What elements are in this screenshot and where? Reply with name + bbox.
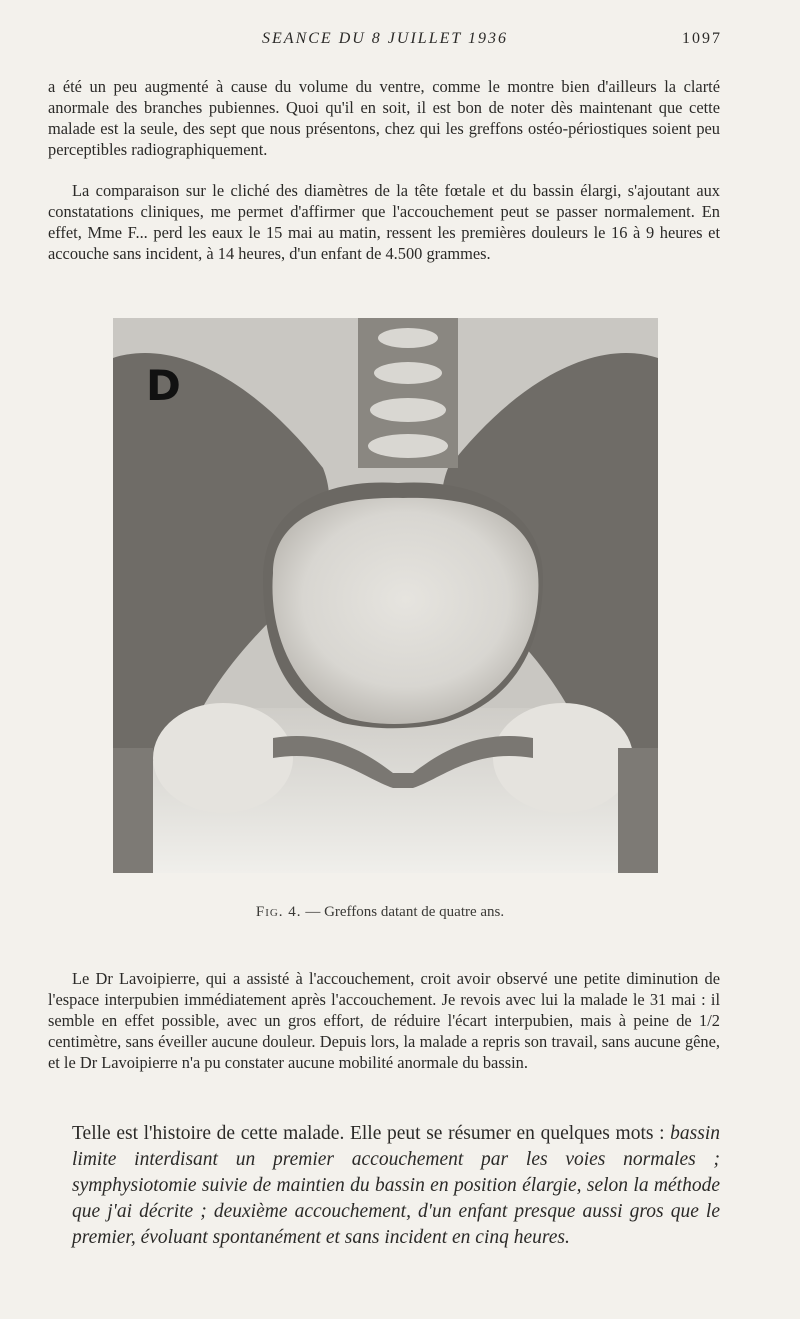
running-title: SEANCE DU 8 JUILLET 1936 bbox=[262, 30, 508, 47]
pelvis-xray-figure bbox=[113, 318, 658, 873]
figure-caption-label: Fig. 4. bbox=[255, 904, 302, 920]
xray-image bbox=[113, 318, 658, 873]
figure-caption-text: — Greffons datant de quatre ans. bbox=[301, 904, 505, 920]
paragraph-1: a été un peu augmenté à cause du volume du ventre, comme le montre bien d'ailleurs la clarté anormale des branches pubiennes. Quoi qu'il en soit, il est bon de noter dès maintenant que cette malade est la seule, des sept que nous présentons, chez qui les greffons ostéo-périostiques soient peu perceptibles radiographiquement. bbox=[48, 77, 720, 159]
conclusion-lead: Telle est l'histoire de cette malade. Elle peut se résumer en quelques mots : bbox=[72, 1123, 671, 1144]
side-marker-label: D bbox=[146, 361, 181, 410]
page-number: 1097 bbox=[682, 30, 722, 47]
conclusion-paragraph bbox=[72, 1121, 720, 1251]
figure-caption bbox=[0, 904, 760, 921]
paragraph-2: La comparaison sur le cliché des diamètres de la tête fœtale et du bassin élargi, s'ajoutant aux constatations cliniques, me permet d'affirmer que l'accouchement peut se passer normalement. En effet, Mme F... perd les eaux le 15 mai au matin, ressent les premières douleurs le 16 à 9 heures et accouche sans incident, à 14 heures, d'un enfant de 4.500 grammes. bbox=[48, 181, 720, 263]
paragraph-3: Le Dr Lavoipierre, qui a assisté à l'accouchement, croit avoir observé une petite diminution de l'espace interpubien immédiatement après l'accouchement. Je revois avec lui la malade le 31 mai : il semble en effet possible, avec un gros effort, de réduire l'écart interpubien, mais à peine de 1/2 centimètre, sans éveiller aucune douleur. Depuis lors, la malade a repris son travail, sans aucune gêne, et le Dr Lavoipierre n'a pu constater aucune mobilité anormale du bassin. bbox=[48, 969, 720, 1072]
conclusion-summary: bassin limite interdisant un premier accouchement par les voies normales ; symphysiotomie suivie de maintien du bassin en position élargie, selon la méthode que j'ai décrite ; deuxième accouchement, d'un enfant presque aussi gros que le premier, évoluant spontanément et sans incident en cinq heures. bbox=[72, 1123, 720, 1248]
running-header bbox=[48, 30, 722, 54]
